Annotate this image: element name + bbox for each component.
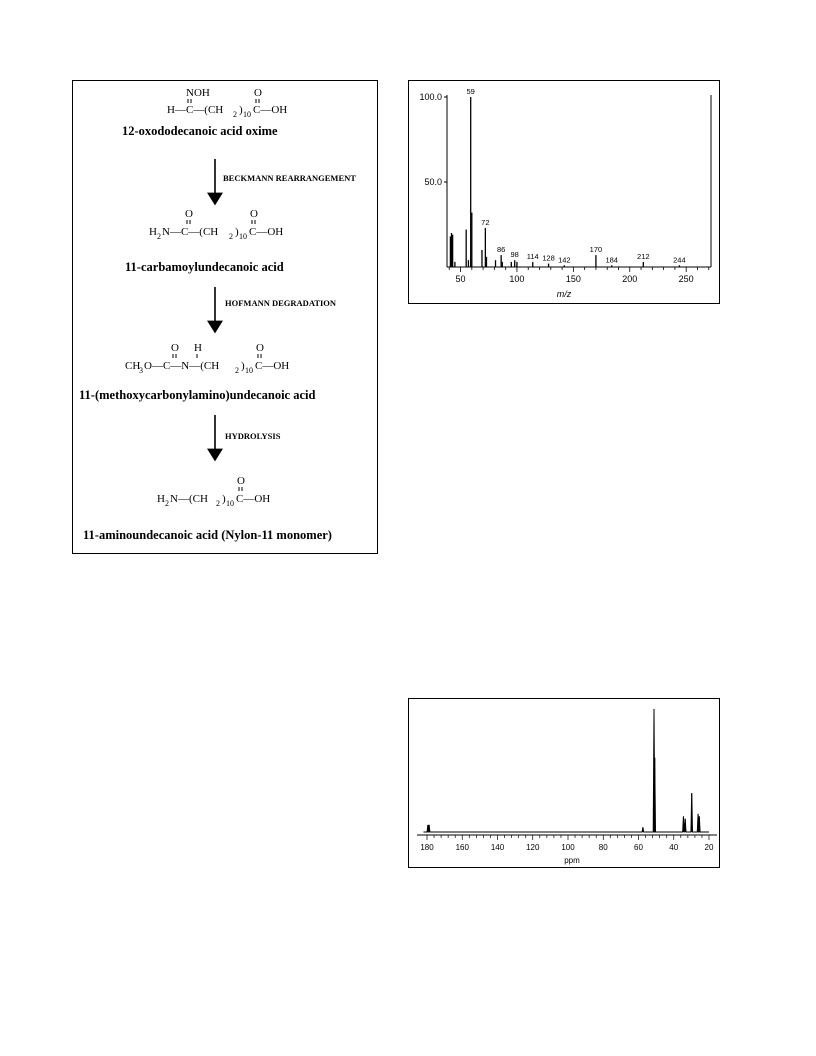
carbamoyl-h: H (149, 226, 157, 238)
nmr-xtick-label: 40 (669, 843, 679, 852)
ms-xlabel: m/z (556, 289, 572, 299)
methoxy-o2: O (256, 342, 264, 354)
nmr-xtick-label: 80 (598, 843, 608, 852)
structure-aminoundecanoic (157, 475, 270, 508)
step4-name: 11-aminoundecanoic acid (Nylon-11 monomer) (83, 528, 332, 542)
ms-peak-label: 142 (558, 255, 571, 265)
ms-ytick-label: 100.0 (419, 92, 442, 102)
reaction-hofmann: HOFMANN DEGRADATION (225, 298, 337, 308)
nmr-axes (417, 709, 717, 852)
reaction-scheme-svg (73, 81, 377, 553)
nmr-xtick-label: 140 (490, 843, 505, 852)
ms-xtick-label: 200 (622, 274, 638, 284)
oxime-o: O (254, 87, 262, 99)
nmr-xtick-label: 120 (526, 843, 540, 852)
ms-peaks (450, 97, 679, 267)
methoxy-sub3: 3 (139, 366, 143, 375)
methoxy-left: CH (125, 360, 141, 372)
ms-peak-label: 86 (496, 245, 506, 255)
ms-peak-label: 244 (673, 255, 686, 265)
oxime-left: H—C—(CH (167, 104, 224, 116)
nmr-xtick-label: 180 (420, 843, 434, 852)
carbamoyl-nsub: 2 (157, 232, 161, 241)
reaction-beckmann: BECKMANN REARRANGEMENT (223, 173, 356, 183)
mass-spectrum-figure (408, 80, 720, 304)
carbamoyl-mid: N—C—(CH (162, 226, 219, 238)
ms-peak-label: 59 (466, 87, 475, 96)
methoxy-sub2: 10 (245, 366, 253, 375)
methoxy-h: H (194, 342, 202, 354)
ms-peak-label: 114 (526, 251, 539, 261)
nmr-xtick-label: 60 (634, 843, 643, 852)
ms-xtick-label: 250 (678, 274, 694, 284)
methoxy-o1: O (171, 342, 179, 354)
carbamoyl-sub: 2 (229, 232, 233, 241)
nmr-spectrum-figure (408, 698, 720, 868)
carbamoyl-sub2: 10 (239, 232, 247, 241)
ms-peak-labels (467, 87, 686, 264)
oxime-paren: ) (239, 104, 243, 116)
oxime-sub: 2 (233, 110, 237, 119)
amino-nsub: 2 (165, 499, 169, 508)
nmr-xtick-label: 20 (704, 843, 714, 852)
ms-xtick-label: 50 (455, 274, 466, 284)
ms-xtick-label: 150 (565, 274, 581, 284)
ms-peak-label: 212 (637, 251, 650, 261)
nmr-trace (423, 709, 709, 832)
structure-carbamoyl (149, 208, 283, 241)
step1-name: 12-oxododecanoic acid oxime (122, 124, 278, 138)
structure-oxime (167, 87, 287, 119)
carbamoyl-o1: O (185, 208, 193, 220)
amino-sub2: 10 (226, 499, 234, 508)
oxime-right: C—OH (253, 104, 288, 116)
reaction-hydrolysis: HYDROLYSIS (225, 431, 281, 441)
amino-sub: 2 (216, 499, 220, 508)
carbamoyl-o2: O (250, 208, 258, 220)
ms-peak-label: 184 (605, 255, 618, 265)
carbamoyl-paren: ) (235, 226, 239, 238)
nmr-xtick-label: 160 (455, 843, 469, 852)
nmr-spectrum-chart (409, 699, 719, 867)
ms-peak-label: 128 (542, 253, 555, 263)
methoxy-right: C—OH (255, 360, 290, 372)
methoxy-paren: ) (241, 360, 245, 372)
ms-ytick-label: 50.0 (424, 177, 442, 187)
amino-mid: N—(CH (170, 493, 208, 505)
oxime-sub2: 10 (243, 110, 251, 119)
reaction-scheme-figure (72, 80, 378, 554)
amino-o: O (237, 475, 245, 487)
ms-peak-label: 98 (510, 250, 519, 260)
ms-peak-label: 72 (481, 217, 490, 227)
amino-right: C—OH (236, 493, 271, 505)
structure-methoxycarbonyl (125, 342, 289, 375)
step2-name: 11-carbamoylundecanoic acid (125, 260, 284, 274)
mass-spectrum-chart (409, 81, 719, 303)
amino-h: H (157, 493, 165, 505)
nmr-xlabel: ppm (564, 856, 580, 865)
amino-paren: ) (222, 493, 226, 505)
methoxy-sub: 2 (235, 366, 239, 375)
nmr-xtick-label: 100 (561, 843, 575, 852)
carbamoyl-right: C—OH (249, 226, 284, 238)
ms-xtick-label: 100 (509, 274, 525, 284)
oxime-noh: NOH (186, 87, 210, 99)
ms-peak-label: 170 (589, 245, 603, 255)
methoxy-mid: O—C—N—(CH (144, 360, 220, 372)
step3-name: 11-(methoxycarbonylamino)undecanoic acid (79, 388, 316, 402)
